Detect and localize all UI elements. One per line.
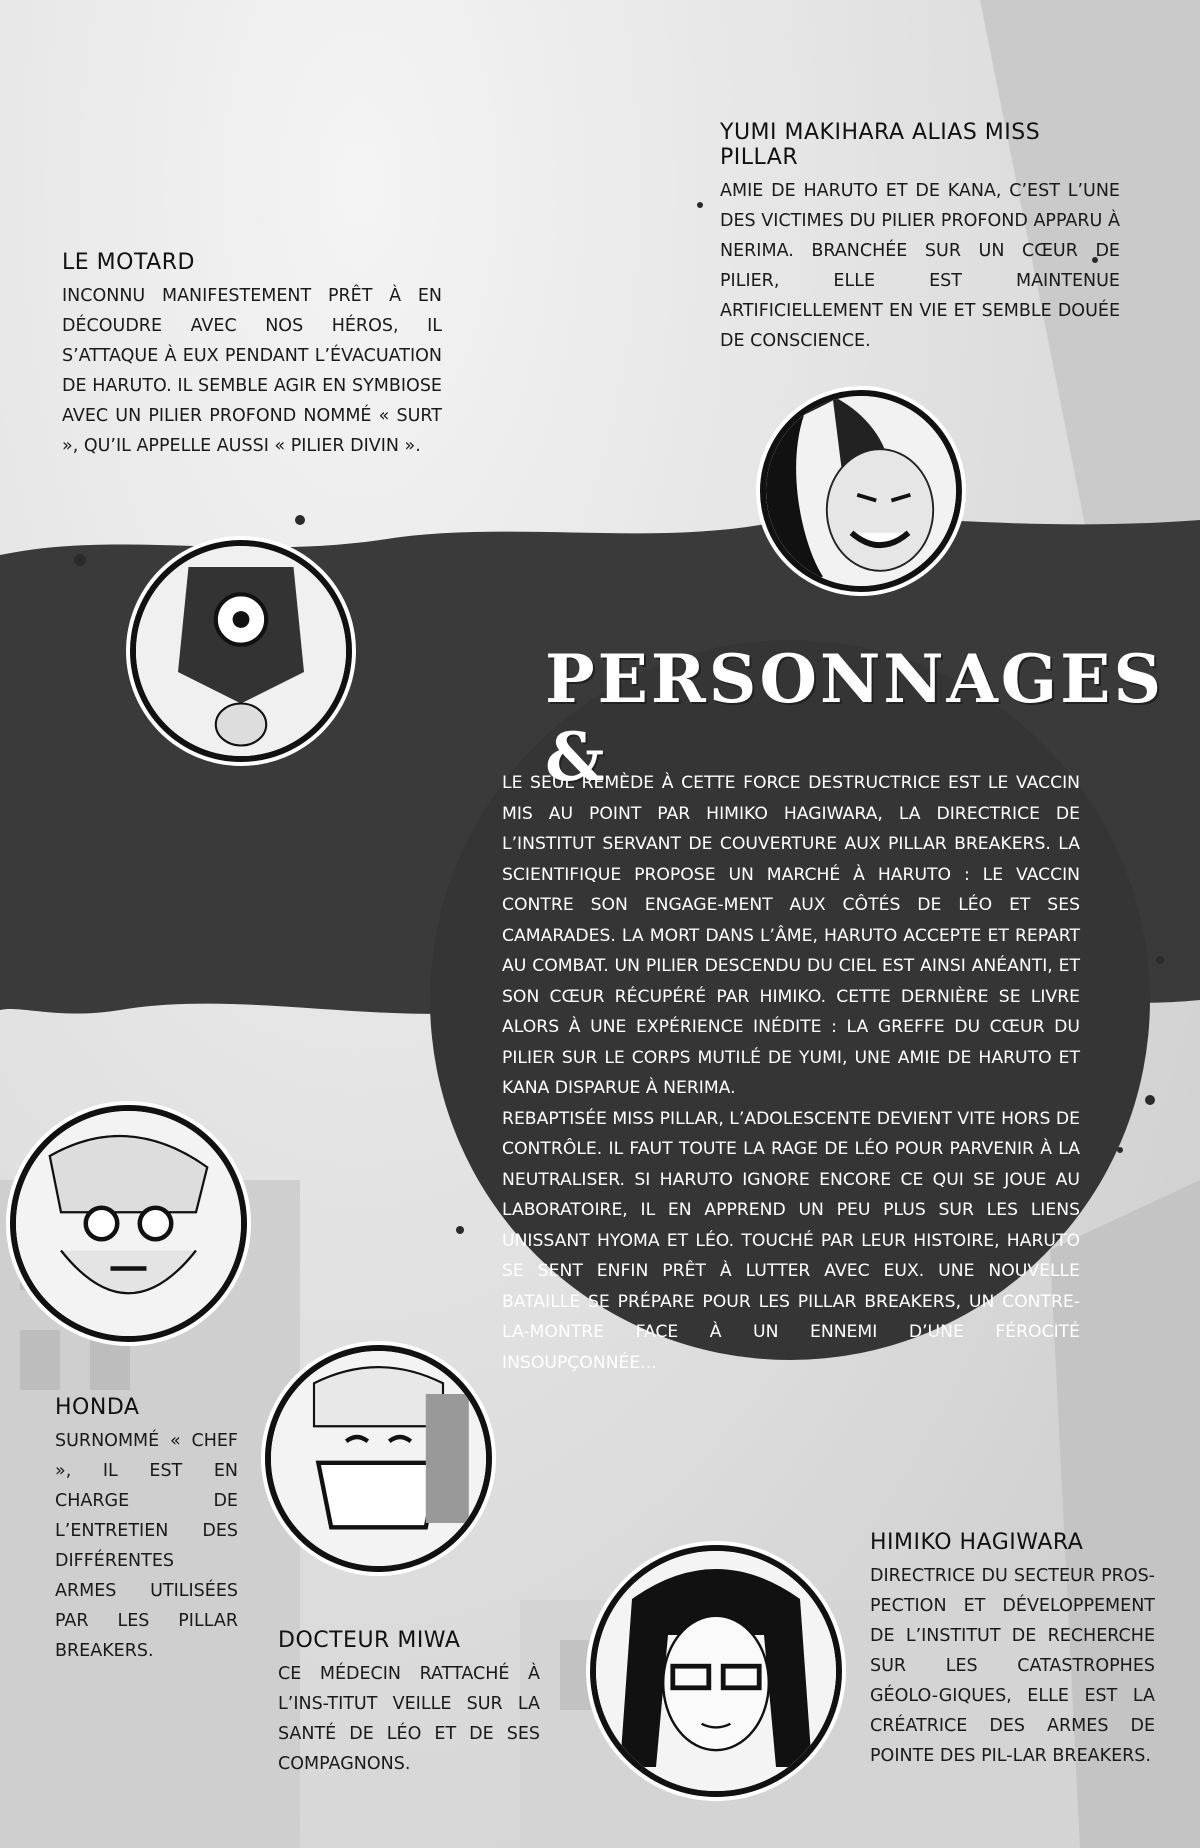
himiko-face-icon <box>596 1551 836 1791</box>
character-description: DIRECTRICE DU SECTEUR PROS-PECTION ET DÉVELOPPEMENT DE L’INSTITUT DE RECHERCHE SUR LES CATASTROPHES GÉOLO-GIQUES, ELLE EST LA CRÉATRICE DES ARMES DE POINTE DES PIL-LAR BREAKERS. <box>870 1566 1155 1766</box>
honda-face-icon <box>16 1111 241 1336</box>
portrait-motard <box>130 540 352 762</box>
character-name: HONDA <box>55 1395 140 1420</box>
summary-paragraph: REBAPTISÉE MISS PILLAR, L’ADOLESCENTE DEVIENT VITE HORS DE CONTRÔLE. IL FAUT TOUTE LA RAGE DE LÉO POUR PARVENIR À LA NEUTRALISER. SI HARUTO IGNORE ENCORE CE QUI SE JOUE AU LABORATOIRE, IL EN APPREND UN PEU PLUS SUR LES LIENS UNISSANT HYOMA ET LÉO. TOUCHÉ PAR LEUR HISTOIRE, HARUTO SE SENT ENFIN PRÊT À LUTTER AVEC EUX. UNE NOUVELLE BATAILLE SE PRÉPARE POUR LES PILLAR BREAKERS, UN CONTRE-LA-MONTRE FACE À UN ENNEMI D’UNE FÉROCITÉ INSOUPÇONNÉE... <box>502 1108 1080 1373</box>
character-name: LE MOTARD <box>62 250 195 275</box>
motard-helmet-icon <box>136 546 346 756</box>
character-entry-motard <box>62 250 442 461</box>
character-name: YUMI MAKIHARA ALIAS MISS PILLAR <box>720 120 1041 170</box>
character-name: DOCTEUR MIWA <box>278 1628 461 1653</box>
character-description: CE MÉDECIN RATTACHÉ À L’INS-TITUT VEILLE SUR LA SANTÉ DE LÉO ET DE SES COMPAGNONS. <box>278 1664 540 1774</box>
page-title: PERSONNAGES & <box>545 640 1165 796</box>
yumi-face-icon <box>766 396 956 586</box>
miwa-face-icon <box>271 1351 486 1566</box>
character-description: SURNOMMÉ « CHEF », IL EST EN CHARGE DE L’ENTRETIEN DES DIFFÉRENTES ARMES UTILISÉES PAR LES PILLAR BREAKERS. <box>55 1431 238 1661</box>
character-description: INCONNU MANIFESTEMENT PRÊT À EN DÉCOUDRE AVEC NOS HÉROS, IL S’ATTAQUE À EUX PENDANT L’ÉVACUATION DE HARUTO. IL SEMBLE AGIR EN SYMBIOSE AVEC UN PILIER PROFOND NOMMÉ « SURT », QU’IL APPELLE AUSSI « PILIER DIVIN ». <box>62 286 442 456</box>
portrait-honda <box>10 1105 247 1342</box>
character-entry-miwa <box>278 1628 540 1779</box>
portrait-yumi <box>760 390 962 592</box>
portrait-miwa <box>265 1345 492 1572</box>
character-name: HIMIKO HAGIWARA <box>870 1530 1084 1555</box>
character-entry-himiko <box>870 1530 1155 1771</box>
character-entry-honda <box>55 1395 238 1666</box>
portrait-himiko <box>590 1545 842 1797</box>
story-summary <box>502 768 1080 1378</box>
character-entry-yumi <box>720 120 1120 356</box>
character-description: AMIE DE HARUTO ET DE KANA, C’EST L’UNE DES VICTIMES DU PILIER PROFOND APPARU À NERIMA. BRANCHÉE SUR UN CŒUR DE PILIER, ELLE EST MAINTENUE ARTIFICIELLEMENT EN VIE ET SEMBLE DOUÉE DE CONSCIENCE. <box>720 181 1120 351</box>
summary-paragraph: LE SEUL REMÈDE À CETTE FORCE DESTRUCTRICE EST LE VACCIN MIS AU POINT PAR HIMIKO HAGIWARA, LA DIRECTRICE DE L’INSTITUT SERVANT DE COUVERTURE AUX PILLAR BREAKERS. LA SCIENTIFIQUE PROPOSE UN MARCHÉ À HARUTO : LE VACCIN CONTRE SON ENGAGE-MENT AUX CÔTÉS DE LÉO ET SES CAMARADES. LA MORT DANS L’ÂME, HARUTO ACCEPTE ET REPART AU COMBAT. UN PILIER DESCENDU DU CIEL EST AINSI ANÉANTI, ET SON CŒUR RÉCUPÉRÉ PAR HIMIKO. CETTE DERNIÈRE SE LIVRE ALORS À UNE EXPÉRIENCE INÉDITE : LA GREFFE DU CŒUR DU PILIER SUR LE CORPS MUTILÉ DE YUMI, UNE AMIE DE HARUTO ET KANA DISPARUE À NERIMA. <box>502 773 1080 1098</box>
